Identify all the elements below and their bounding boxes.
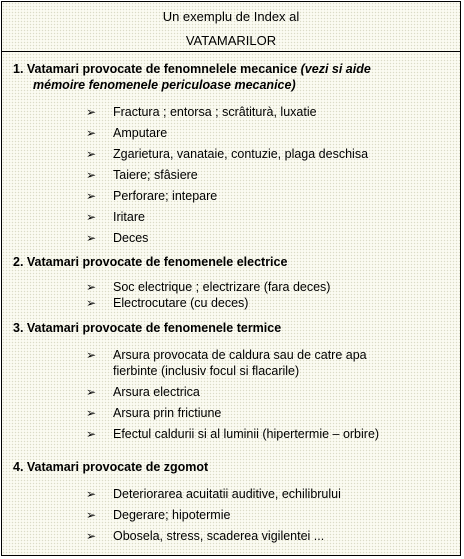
arrow-bullet-icon: ➢ [86,280,97,294]
arrow-bullet-icon: ➢ [86,406,97,420]
list-item-text-cont: fierbinte (inclusiv focul si flacarile) [113,364,300,378]
list-item-text: Deces [113,231,149,245]
list-item-text: Obosela, stress, scaderea vigilentei ... [113,529,325,543]
arrow-bullet-icon: ➢ [86,427,97,441]
arrow-bullet-icon: ➢ [86,105,97,119]
section-1-note: (vezi si aide [300,62,371,76]
list-item-text: Iritare [113,210,145,224]
list-item-text: Fractura ; entorsa ; scrâtiturà, luxatie [113,105,317,119]
list-item-text: Arsura prin frictiune [113,406,222,420]
list-item-text: Electrocutare (cu deces) [113,296,249,310]
list-item-text: Amputare [113,126,168,140]
arrow-bullet-icon: ➢ [86,529,97,543]
arrow-bullet-icon: ➢ [86,296,97,310]
section-1-note-cont: mémoire fenomenele periculoase mecanice) [33,78,296,92]
arrow-bullet-icon: ➢ [86,385,97,399]
list-item-text: Efectul caldurii si al luminii (hipertermie – orbire) [113,427,380,441]
arrow-bullet-icon: ➢ [86,231,97,245]
list-item-text: Soc electrique ; electrizare (fara deces) [113,280,331,294]
list-item-text: Taiere; sfâsiere [113,168,198,182]
list-item-text: Arsura electrica [113,385,200,399]
list-item-text: Perforare; intepare [113,189,218,203]
section-4-heading [13,460,208,474]
section-4-title: 4. Vatamari provocate de zgomot [13,460,209,474]
arrow-bullet-icon: ➢ [86,508,97,522]
section-3-heading [13,321,281,335]
arrow-bullet-icon: ➢ [86,210,97,224]
arrow-bullet-icon: ➢ [86,126,97,140]
header-line-2: VATAMARILOR [185,33,277,48]
list-item-text: Deteriorarea acuitatii auditive, echilibrului [113,487,341,501]
header-line-1: Un exemplu de Index al [162,9,300,24]
arrow-bullet-icon: ➢ [86,168,97,182]
arrow-bullet-icon: ➢ [86,147,97,161]
section-2-title: 2. Vatamari provocate de fenomenele electrice [13,255,288,269]
list-item-text: Arsura provocata de caldura sau de catre apa [113,348,367,362]
section-3-title: 3. Vatamari provocate de fenomenele termice [13,321,282,335]
arrow-bullet-icon: ➢ [86,189,97,203]
arrow-bullet-icon: ➢ [86,348,97,362]
section-1-heading [13,62,371,92]
arrow-bullet-icon: ➢ [86,487,97,501]
injury-index-panel [1,1,461,556]
panel-header [2,2,460,52]
section-1-title: 1. Vatamari provocate de fenomnelele mecanice [13,62,298,76]
section-2-heading [13,255,287,269]
list-item-text: Degerare; hipotermie [113,508,231,522]
list-item-text: Zgarietura, vanataie, contuzie, plaga deschisa [113,147,369,161]
